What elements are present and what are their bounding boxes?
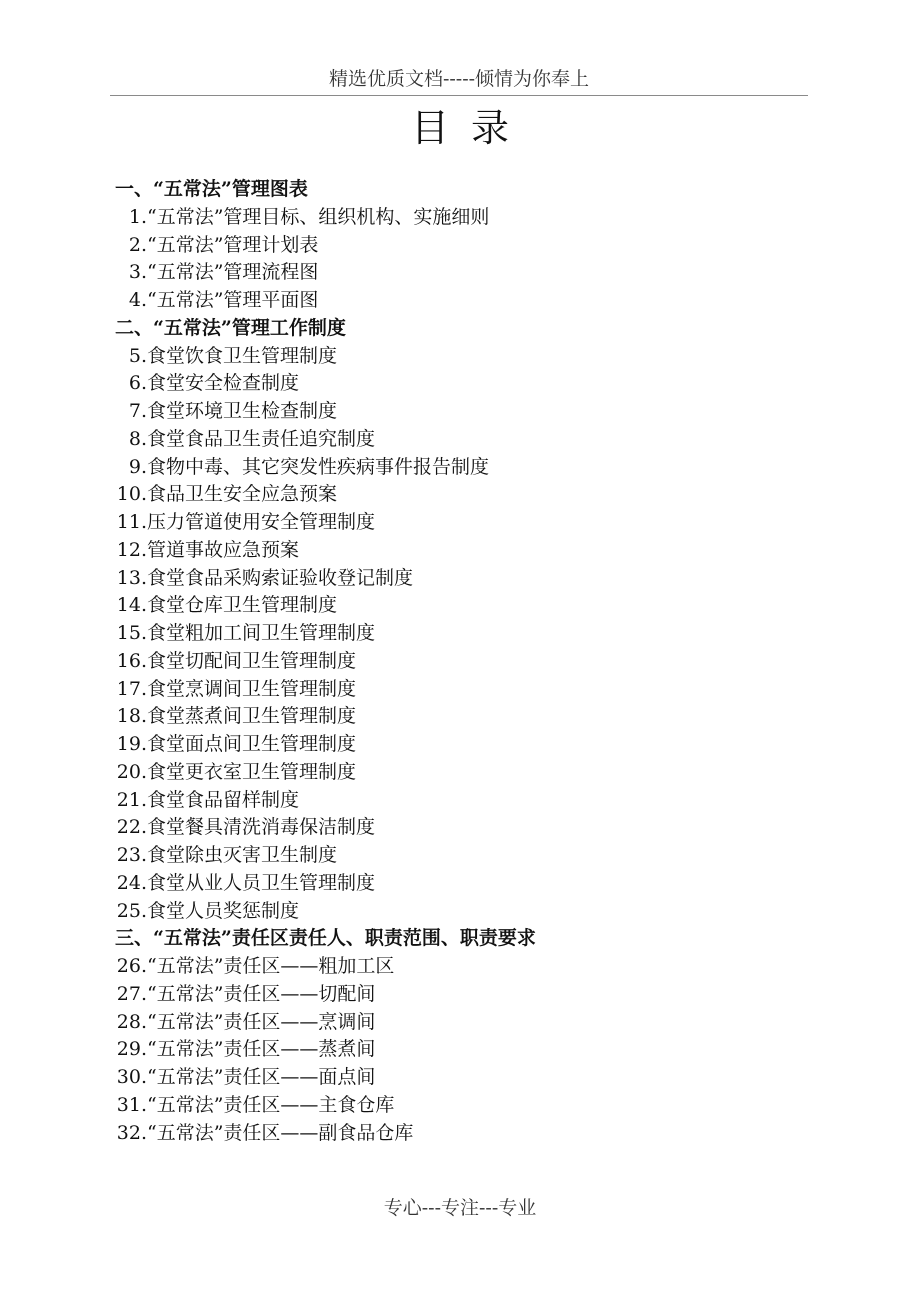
toc-entry-text: 食堂粗加工间卫生管理制度 <box>147 622 376 644</box>
toc-entry <box>115 648 815 676</box>
toc-entry-number: 29. <box>116 1038 147 1061</box>
toc-entry-text: 食堂环境卫生检查制度 <box>147 400 338 422</box>
toc-entry <box>115 787 815 815</box>
toc-entry-number: 30. <box>116 1066 147 1088</box>
toc-entry-text: 食堂仓库卫生管理制度 <box>147 594 338 617</box>
toc-entry <box>115 870 815 898</box>
toc-entry <box>115 620 815 648</box>
toc-entry-text: 食堂食品卫生责任追究制度 <box>147 427 376 450</box>
toc-entry-number: 17. <box>116 677 147 700</box>
toc-entry <box>115 259 815 287</box>
toc-entry-number: 10. <box>116 483 147 506</box>
toc-section-heading: 一、“五常法”管理图表 <box>115 178 308 200</box>
toc-entry-number: 8. <box>128 427 147 450</box>
toc-entry-number: 18. <box>116 705 147 728</box>
page-title: 目录 <box>410 106 531 150</box>
toc-entry-number: 28. <box>116 1010 147 1033</box>
toc-entry-number: 31. <box>116 1093 147 1116</box>
toc-entry-text: “五常法”责任区——面点间 <box>147 1066 376 1088</box>
toc-entry-text: 食堂从业人员卫生管理制度 <box>147 871 376 894</box>
toc-entry-text: “五常法”责任区——主食仓库 <box>147 1093 395 1116</box>
toc-entry-number: 22. <box>116 816 147 839</box>
toc-entry-text: 食堂面点间卫生管理制度 <box>147 733 357 755</box>
toc-entry-number: 21. <box>116 788 147 811</box>
toc-entry <box>115 1092 815 1120</box>
toc-entry <box>115 454 815 482</box>
table-of-contents <box>115 176 815 1147</box>
toc-entry-text: 压力管道使用安全管理制度 <box>147 511 376 533</box>
toc-entry-number: 12. <box>116 538 147 561</box>
toc-entry-text: “五常法”管理平面图 <box>147 289 319 311</box>
toc-entry-text: “五常法”责任区——粗加工区 <box>147 955 395 977</box>
toc-entry-text: “五常法”管理流程图 <box>147 261 319 284</box>
toc-entry-text: 食堂切配间卫生管理制度 <box>147 649 357 672</box>
toc-entry-text: 食堂食品采购索证验收登记制度 <box>147 566 414 589</box>
toc-entry <box>115 370 815 398</box>
toc-entry-text: 食堂人员奖惩制度 <box>147 899 300 922</box>
toc-entry-text: 食堂更衣室卫生管理制度 <box>147 760 357 783</box>
toc-entry-text: 食堂餐具清洗消毒保洁制度 <box>147 816 376 839</box>
toc-entry-text: 食品卫生安全应急预案 <box>147 483 338 506</box>
toc-entry <box>115 981 815 1009</box>
toc-entry <box>115 814 815 842</box>
toc-entry-number: 15. <box>116 622 147 644</box>
toc-entry <box>115 953 815 981</box>
toc-entry <box>115 1120 815 1148</box>
toc-entry-number: 23. <box>116 844 147 866</box>
toc-section-heading: 二、“五常法”管理工作制度 <box>115 316 346 339</box>
toc-entry <box>115 1036 815 1064</box>
toc-entry <box>115 676 815 704</box>
toc-entry-number: 11. <box>116 511 147 533</box>
toc-entry <box>115 703 815 731</box>
toc-entry-number: 20. <box>116 760 147 783</box>
toc-entry <box>115 592 815 620</box>
toc-entry-text: 食堂除虫灭害卫生制度 <box>147 844 338 866</box>
toc-entry-number: 25. <box>116 899 147 922</box>
toc-entry-text: “五常法”管理目标、组织机构、实施细则 <box>147 205 490 228</box>
toc-entry-number: 4. <box>128 289 147 311</box>
toc-entry-number: 5. <box>128 344 147 367</box>
toc-entry-number: 6. <box>128 372 147 395</box>
toc-entry-number: 27. <box>116 982 147 1005</box>
toc-entry <box>115 509 815 537</box>
toc-entry-number: 14. <box>116 594 147 617</box>
toc-entry-text: 食堂安全检查制度 <box>147 372 300 395</box>
toc-entry <box>115 343 815 371</box>
toc-entry-text: “五常法”责任区——烹调间 <box>147 1010 376 1033</box>
toc-entry <box>115 1009 815 1037</box>
toc-entry-text: 食堂饮食卫生管理制度 <box>147 344 338 367</box>
toc-entry-number: 19. <box>116 733 147 755</box>
toc-entry <box>115 759 815 787</box>
toc-entry-number: 32. <box>116 1121 147 1144</box>
toc-entry-text: “五常法”责任区——切配间 <box>147 982 376 1005</box>
toc-entry <box>115 537 815 565</box>
toc-entry <box>115 287 815 315</box>
toc-entry-text: 食物中毒、其它突发性疾病事件报告制度 <box>147 455 490 478</box>
toc-entry-text: “五常法”责任区——副食品仓库 <box>147 1121 414 1144</box>
toc-section-heading: 三、“五常法”责任区责任人、职责范围、职责要求 <box>115 927 536 950</box>
toc-entry <box>115 731 815 759</box>
toc-entry <box>115 1064 815 1092</box>
toc-entry-number: 16. <box>116 649 147 672</box>
toc-entry-text: “五常法”管理计划表 <box>147 233 319 256</box>
toc-entry <box>115 398 815 426</box>
toc-entry-number: 7. <box>128 400 147 422</box>
toc-entry-number: 3. <box>128 261 147 284</box>
toc-entry <box>115 481 815 509</box>
toc-entry-text: 食堂蒸煮间卫生管理制度 <box>147 705 357 728</box>
toc-entry-number: 1. <box>128 205 147 228</box>
toc-entry-text: 食堂烹调间卫生管理制度 <box>147 677 357 700</box>
toc-entry-number: 13. <box>116 566 147 589</box>
toc-entry-number: 24. <box>116 871 147 894</box>
toc-entry <box>115 842 815 870</box>
toc-entry-number: 26. <box>116 955 147 977</box>
toc-entry <box>115 204 815 232</box>
toc-entry <box>115 232 815 260</box>
toc-entry-text: 管道事故应急预案 <box>147 538 300 561</box>
toc-entry <box>115 426 815 454</box>
toc-entry-number: 2. <box>128 233 147 256</box>
page-header: 精选优质文档-----倾情为你奉上 <box>110 66 808 96</box>
toc-entry <box>115 898 815 926</box>
toc-entry <box>115 565 815 593</box>
toc-entry-text: “五常法”责任区——蒸煮间 <box>147 1038 376 1061</box>
toc-entry-number: 9. <box>128 455 147 478</box>
toc-entry-text: 食堂食品留样制度 <box>147 788 300 811</box>
page-footer: 专心---专注---专业 <box>383 1197 537 1219</box>
